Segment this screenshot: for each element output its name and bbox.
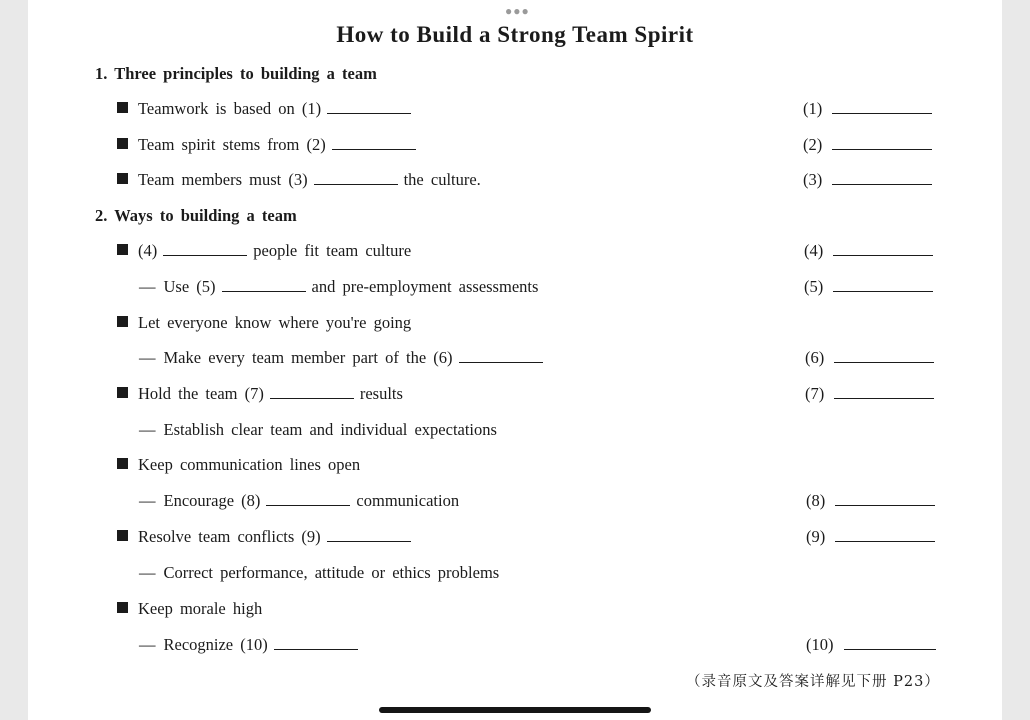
blank-line (222, 277, 306, 292)
blank-line (314, 170, 398, 185)
square-bullet-icon (117, 173, 128, 184)
list-item: Let everyone know where you're going (117, 313, 411, 333)
square-bullet-icon (117, 602, 128, 613)
list-item: Hold the team (7) results (117, 384, 403, 404)
list-item: — Encourage (8) communication (139, 491, 460, 510)
list-item: — Make every team member part of the (6) (139, 348, 549, 368)
blank-line (270, 384, 354, 399)
footnote: （录音原文及答案详解见下册 P23） (686, 674, 940, 690)
list-item: — Use (5) and pre-employment assessments (139, 277, 539, 296)
blank-line (266, 491, 350, 506)
section-heading-1: 1. Three principles to building a team (95, 64, 377, 83)
answer-line-9: (9) (806, 527, 935, 547)
answer-line-1: (1) (803, 99, 932, 119)
square-bullet-icon (117, 102, 128, 113)
answer-line-3: (3) (803, 170, 932, 190)
answer-line-6: (6) (805, 348, 934, 368)
list-item: Resolve team conflicts (9) (117, 527, 417, 547)
list-item: — Correct performance, attitude or ethics problems (139, 563, 500, 582)
answer-line-8: (8) (806, 491, 935, 511)
square-bullet-icon (117, 387, 128, 398)
list-item: Team members must (3) the culture. (117, 170, 481, 190)
list-item: Keep morale high (117, 599, 262, 619)
blank-line (163, 241, 247, 256)
page-title: How to Build a Strong Team Spirit (336, 22, 694, 47)
blank-line (274, 635, 358, 650)
square-bullet-icon (117, 530, 128, 541)
list-item: Team spirit stems from (2) (117, 135, 422, 155)
answer-line-5: (5) (804, 277, 933, 297)
blank-line (327, 527, 411, 542)
square-bullet-icon (117, 138, 128, 149)
home-indicator[interactable] (379, 707, 651, 713)
more-dots-icon[interactable]: ●●● (505, 4, 530, 18)
square-bullet-icon (117, 244, 128, 255)
list-item: Keep communication lines open (117, 455, 360, 475)
square-bullet-icon (117, 458, 128, 469)
blank-line (332, 135, 416, 150)
square-bullet-icon (117, 316, 128, 327)
answer-line-2: (2) (803, 135, 932, 155)
list-item: (4) people fit team culture (117, 241, 411, 261)
list-item: — Recognize (10) (139, 635, 364, 655)
blank-line (459, 348, 543, 363)
blank-line (327, 99, 411, 114)
answer-line-10: (10) (806, 635, 936, 655)
answer-line-7: (7) (805, 384, 934, 404)
list-item: Teamwork is based on (1) (117, 99, 417, 119)
section-heading-2: 2. Ways to building a team (95, 206, 297, 225)
answer-line-4: (4) (804, 241, 933, 261)
list-item: — Establish clear team and individual expectations (139, 420, 497, 439)
